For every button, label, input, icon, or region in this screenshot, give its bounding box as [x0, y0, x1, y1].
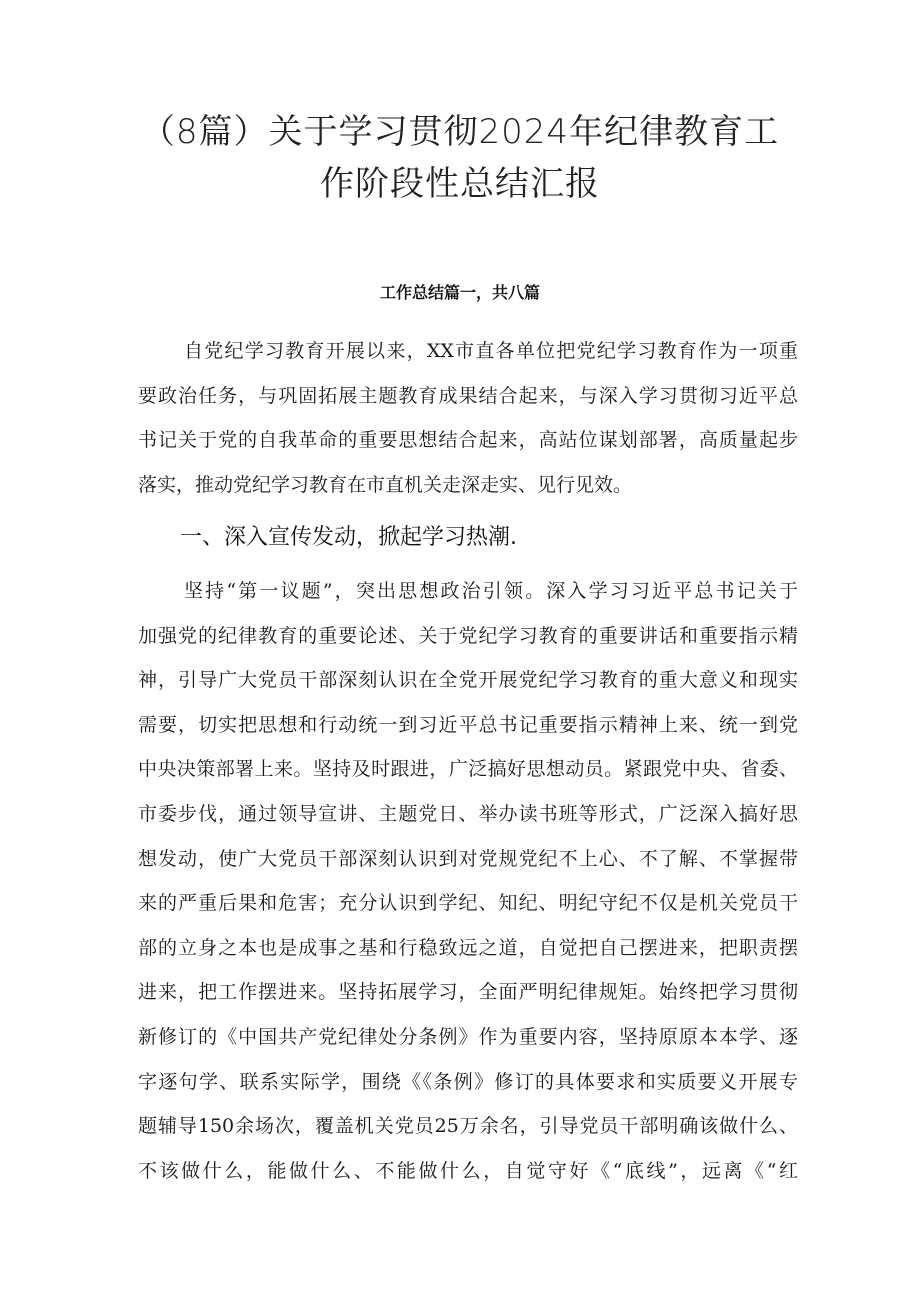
- paragraph-line: 新修订的《中国共产党纪律处分条例》作为重要内容，坚持原原本本学、逐: [138, 1025, 798, 1048]
- paragraph-line: 要政治任务，与巩固拓展主题教育成果结合起来，与深入学习贯彻习近平总: [138, 384, 798, 407]
- paragraph-line: 自党纪学习教育开展以来，XX市直各单位把党纪学习教育作为一项重: [184, 340, 798, 362]
- paragraph-1: [138, 329, 798, 507]
- paragraph-line: 题辅导150余场次，覆盖机关党员25万余名，引导党员干部明确该做什么、: [138, 1115, 798, 1138]
- paragraph-line: 加强党的纪律教育的重要论述、关于党纪学习教育的重要讲话和重要指示精: [138, 624, 798, 647]
- paragraph-line: 坚持“第一议题”，突出思想政治引领。深入学习习近平总书记关于: [184, 580, 798, 602]
- document-title-line-1: （8篇）关于学习贯彻2024年纪律教育工: [140, 112, 780, 152]
- paragraph-line: 想发动，使广大党员干部深刻认识到对党规党纪不上心、不了解、不掌握带: [138, 847, 798, 870]
- section-heading: 一、深入宣传发动，掀起学习热潮.: [180, 525, 517, 550]
- paragraph-line: 需要，切实把思想和行动统一到习近平总书记重要指示精神上来、统一到党: [138, 713, 798, 736]
- paragraph-line: 部的立身之本也是成事之基和行稳致远之道，自觉把自己摆进来，把职责摆: [138, 936, 798, 959]
- paragraph-line: 落实，推动党纪学习教育在市直机关走深走实、见行见效。: [138, 473, 633, 496]
- paragraph-line: 书记关于党的自我革命的重要思想结合起来，高站位谋划部署，高质量起步: [138, 429, 798, 452]
- paragraph-line: 中央决策部署上来。坚持及时跟进，广泛搞好思想动员。紧跟党中央、省委、: [138, 758, 798, 781]
- paragraph-line: 市委步伐，通过领导宣讲、主题党日、举办读书班等形式，广泛深入搞好思: [138, 802, 798, 825]
- paragraph-line: 字逐句学、联系实际学，围绕《《条例》修订的具体要求和实质要义开展专: [138, 1070, 798, 1093]
- section-subtitle: 工作总结篇一，共八篇: [379, 283, 540, 302]
- paragraph-line: 进来，把工作摆进来。坚持拓展学习，全面严明纪律规矩。始终把学习贯彻: [138, 981, 798, 1004]
- document-title-line-2: 作阶段性总结汇报: [320, 164, 600, 204]
- paragraph-line: 不该做什么，能做什么、不能做什么，自觉守好《“底线”，远离《“红: [138, 1159, 798, 1182]
- paragraph-2: [138, 569, 798, 1193]
- paragraph-line: 神，引导广大党员干部深刻认识在全党开展党纪学习教育的重大意义和现实: [138, 669, 798, 692]
- paragraph-line: 来的严重后果和危害；充分认识到学纪、知纪、明纪守纪不仅是机关党员干: [138, 892, 798, 915]
